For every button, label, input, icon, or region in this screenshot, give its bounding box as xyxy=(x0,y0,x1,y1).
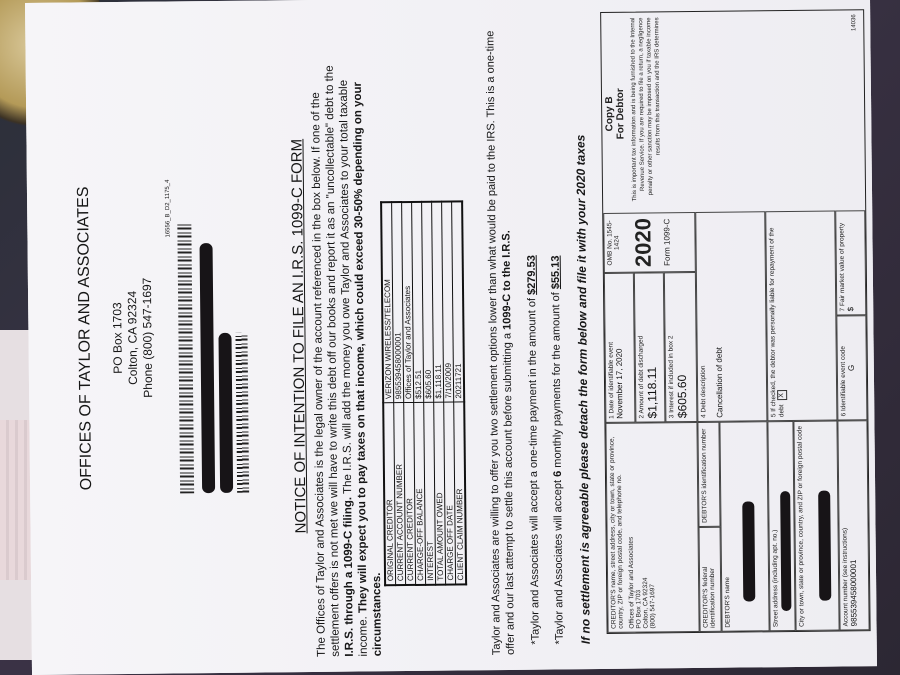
box3-label: 3 Interest if included in box 2 xyxy=(667,335,676,419)
box4-value: Cancellation of debt xyxy=(714,346,725,418)
form-1099c xyxy=(600,9,870,634)
table-value: $1,118.11 xyxy=(432,202,444,403)
city-label: City or town, state or province, country, and ZIP or foreign postal code xyxy=(796,425,806,627)
barcode-code: 16556_B_D2_1175_4 xyxy=(164,179,172,238)
p2-text-b: 1099-C to the I.R.S. xyxy=(500,230,514,330)
p1-text-c: The I.R.S. will add the money you owe Taylor and Associates to your total taxable income. xyxy=(337,79,370,657)
table-label: ORIGINAL CREDITOR xyxy=(383,403,395,586)
year-box xyxy=(603,212,696,273)
table-label: INTEREST xyxy=(424,402,436,585)
notice-title: NOTICE OF INTENTION TO FILE AN I.R.S. 1099-C FORM xyxy=(288,138,310,534)
box4 xyxy=(695,211,767,422)
creditor-line: Offices of Taylor and Associates xyxy=(627,536,636,629)
offer2-count: 6 xyxy=(551,470,564,477)
box7-value: $ xyxy=(846,306,856,312)
offer1-text: *Taylor and Associates will accept a one-time payment in the amount of xyxy=(526,294,542,645)
table-label: CHARGE-OFF BALANCE xyxy=(414,402,426,585)
p1-text-a: The Offices of Taylor and Associates is the legal owner of the account referenced in the box below. If one of the settlement offers is not met we will have to write this debt off our books and report it as an "uncollectable" debt to the xyxy=(309,65,342,657)
address-line-2: Colton, CA 92324 xyxy=(125,290,141,386)
box7-label: 7 Fair market value of property xyxy=(838,222,847,312)
box1-label: 1 Date of identifiable event xyxy=(607,341,616,419)
notice-paragraph-2 xyxy=(483,30,518,655)
creditor-line: PO Box 1703 xyxy=(635,589,643,629)
box7 xyxy=(835,210,866,315)
table-value: Offices of Taylor and Associates xyxy=(402,202,414,403)
offer-one-time xyxy=(526,255,542,645)
creditor-box xyxy=(605,422,699,633)
creditor-line: (800) 547-1697 xyxy=(649,583,657,629)
street-label: Street address (including apt. no.) xyxy=(771,529,780,628)
table-label: CURRENT ACCOUNT NUMBER xyxy=(394,403,406,586)
form-name: Form 1099-C xyxy=(662,218,672,266)
redacted-recipient-name xyxy=(200,243,216,493)
table-value: VERIZON WIRELESS/TELECOM xyxy=(381,202,394,403)
offer1-amount: $279.53 xyxy=(525,255,539,296)
box5-checkbox: X xyxy=(777,390,787,400)
copy-subtitle: For Debtor xyxy=(614,88,627,140)
tax-year: 2020 xyxy=(630,217,656,268)
debtor-name-label: DEBTOR'S name xyxy=(724,577,732,628)
address-line-1: PO Box 1703 xyxy=(110,302,125,374)
box6-label: 6 Identifiable event code xyxy=(839,345,848,417)
box4-label: 4 Debt description xyxy=(699,365,708,418)
box2 xyxy=(634,272,666,422)
box5 xyxy=(765,211,837,422)
table-label: CLIENT CLAIM NUMBER xyxy=(454,402,466,585)
box1-value: November 17, 2020 xyxy=(614,348,625,419)
redacted-debtor-city xyxy=(818,491,831,601)
table-value: $605.60 xyxy=(422,202,434,403)
p1-text-d: They will expect you to pay taxes on that income, which could exceed 30-50% depending on your circumstances. xyxy=(351,81,384,657)
p2-text-a: Taylor and Associates are willing to offer you two settlement options lower than what would be paid to the IRS. This is a one-time offer and our last attempt to settle this account before submitting a xyxy=(484,30,517,656)
offer-monthly xyxy=(550,255,566,644)
box2-value: $1,118.11 xyxy=(644,366,660,419)
notice-paragraph-1 xyxy=(308,36,384,657)
p1-text-b: I.R.S. through a 1099-C filing. xyxy=(342,496,356,657)
copy-b-panel xyxy=(601,13,835,213)
box2-label: 2 Amount of debt discharged xyxy=(637,335,646,419)
phone-number: Phone (800) 547-1697 xyxy=(139,277,156,398)
postal-barcode-2 xyxy=(235,333,249,493)
table-value: 985539458000001 xyxy=(392,202,404,403)
table-label: CURRENT CREDITOR xyxy=(404,402,416,585)
table-value: 7/10/2009 xyxy=(442,202,454,403)
letter-sheet xyxy=(25,0,877,675)
postal-barcode xyxy=(177,223,194,493)
box6-value: G xyxy=(846,364,856,372)
table-value: 20211721 xyxy=(452,201,465,402)
redacted-debtor-name xyxy=(742,501,755,601)
creditor-header: CREDITOR'S name, street address, city or town, state or province, country, ZIP or foreign postal code, and telephone no. xyxy=(608,436,625,629)
account-table xyxy=(380,200,467,586)
account-number-box xyxy=(837,420,869,630)
box1 xyxy=(604,273,636,423)
account-label: Account number (see instructions) xyxy=(841,527,850,627)
letter-content xyxy=(25,0,877,675)
box3-value: $605.60 xyxy=(674,374,690,419)
box6 xyxy=(836,315,867,420)
city-box xyxy=(793,421,839,631)
table-label: CHARGE OFF DATE xyxy=(444,402,456,585)
box5-label: 5 If checked, the debtor was personally liable for repayment of the debt xyxy=(768,227,786,418)
corner-code: 14036 xyxy=(851,14,858,32)
offer2-text-b: monthly payments for the amount of xyxy=(550,289,564,471)
offer2-amount: $55.13 xyxy=(549,255,563,290)
company-name: OFFICES OF TAYLOR AND ASSOCIATES xyxy=(74,186,96,491)
offer2-text-a: *Taylor and Associates will accept xyxy=(551,476,566,645)
table-label: TOTAL AMOUNT OWED xyxy=(434,402,446,585)
redacted-recipient-address xyxy=(218,333,233,493)
creditor-line: Colton, CA 92324 xyxy=(642,577,650,629)
creditor-tin-label: CREDITOR'S federal identification number xyxy=(701,566,717,628)
closing-instruction: If no settlement is agreeable please detach the form below and file it with your 2020 taxes xyxy=(573,134,593,645)
box3 xyxy=(664,272,698,422)
copy-text: This is important tax information and is being furnished to the Internal Revenue Service. If you are required to file a return, a negligence penalty or other sanction may be imposed on you if taxable income results from this transaction and the IRS determines xyxy=(630,17,662,202)
redacted-debtor-street xyxy=(780,491,791,611)
table-value: $512.51 xyxy=(412,202,424,403)
debtor-tin-label: DEBTOR'S identification number xyxy=(700,428,709,523)
copy-title: Copy B xyxy=(604,96,616,132)
creditor-tin-box xyxy=(699,527,722,632)
account-value: 985539458000001 xyxy=(848,559,859,627)
debtor-tin-box xyxy=(697,422,720,527)
omb-number: OMB No. 1545-1424 xyxy=(606,220,621,266)
